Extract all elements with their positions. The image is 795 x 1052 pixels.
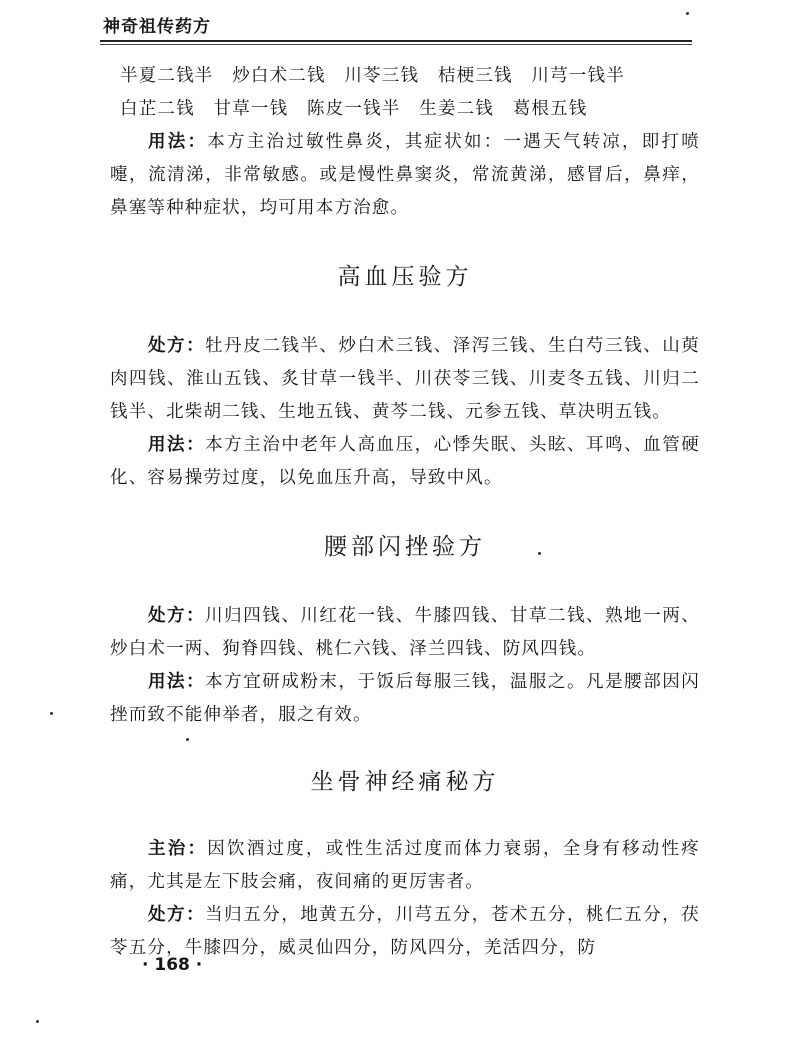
prescription-label: 处方： bbox=[148, 905, 206, 925]
scan-speck bbox=[686, 12, 689, 15]
herb-list-line-2: 白芷二钱 甘草一钱 陈皮一钱半 生姜二钱 葛根五钱 bbox=[120, 99, 588, 119]
prescription-text: 牡丹皮二钱半、炒白术三钱、泽泻三钱、生白芍三钱、山萸肉四钱、淮山五钱、炙甘草一钱半、川茯苓三钱、川麦冬五钱、川归二钱半、北柴胡二钱、生地五钱、黄芩二钱、元参五钱、草决明五钱。 bbox=[110, 336, 700, 422]
indication-text: 因饮酒过度，或性生活过度而体力衰弱，全身有移动性疼痛，尤其是左下肢会痛，夜间痛的更厉害者。 bbox=[110, 839, 700, 892]
usage-label: 用法： bbox=[148, 435, 206, 455]
prescription-text: 当归五分，地黄五分，川芎五分，苍术五分，桃仁五分，茯苓五分，牛膝四分，威灵仙四分，防风四分，羌活四分，防 bbox=[110, 905, 700, 958]
scan-speck bbox=[50, 712, 53, 715]
scan-speck bbox=[538, 552, 541, 555]
running-head-title: 神奇祖传药方 bbox=[103, 17, 211, 37]
indication-label: 主治： bbox=[148, 839, 208, 859]
section-title-lumbar-sprain: 腰部闪挫验方 bbox=[324, 534, 486, 560]
prescription-label: 处方： bbox=[148, 606, 206, 626]
section-title-hypertension: 高血压验方 bbox=[337, 264, 473, 290]
prescription-text: 川归四钱、川红花一钱、牛膝四钱、甘草二钱、熟地一两、炒白术一两、狗脊四钱、桃仁六钱、泽兰四钱、防风四钱。 bbox=[110, 606, 700, 659]
usage-text: 本方主治过敏性鼻炎，其症状如：一遇天气转凉，即打喷嚏，流清涕，非常敏感。或是慢性鼻窦炎，常流黄涕，感冒后，鼻痒，鼻塞等种种症状，均可用本方治愈。 bbox=[110, 132, 700, 218]
scan-speck bbox=[36, 1020, 39, 1023]
herb-list-line-1: 半夏二钱半 炒白术二钱 川苓三钱 桔梗三钱 川芎一钱半 bbox=[120, 66, 625, 86]
hypertension-prescription bbox=[110, 330, 700, 429]
scan-speck bbox=[186, 738, 189, 741]
usage-label: 用法： bbox=[148, 672, 206, 692]
hypertension-usage bbox=[110, 429, 700, 495]
lumbar-usage bbox=[110, 666, 700, 732]
section-title-sciatica: 坐骨神经痛秘方 bbox=[310, 769, 500, 795]
header-rule-thick bbox=[100, 40, 692, 42]
page-number: · 168 · bbox=[142, 955, 203, 975]
header-rule-thin bbox=[100, 44, 692, 45]
usage-label: 用法： bbox=[148, 132, 208, 152]
sciatica-indication bbox=[110, 833, 700, 899]
intro-usage-paragraph bbox=[110, 126, 700, 225]
usage-text: 本方主治中老年人高血压，心悸失眠、头眩、耳鸣、血管硬化、容易操劳过度，以免血压升高，导致中风。 bbox=[110, 435, 700, 488]
prescription-label: 处方： bbox=[148, 336, 206, 356]
lumbar-prescription bbox=[110, 600, 700, 666]
usage-text: 本方宜研成粉末，于饭后每服三钱，温服之。凡是腰部因闪挫而致不能伸举者，服之有效。 bbox=[110, 672, 700, 725]
page-body bbox=[110, 60, 700, 965]
